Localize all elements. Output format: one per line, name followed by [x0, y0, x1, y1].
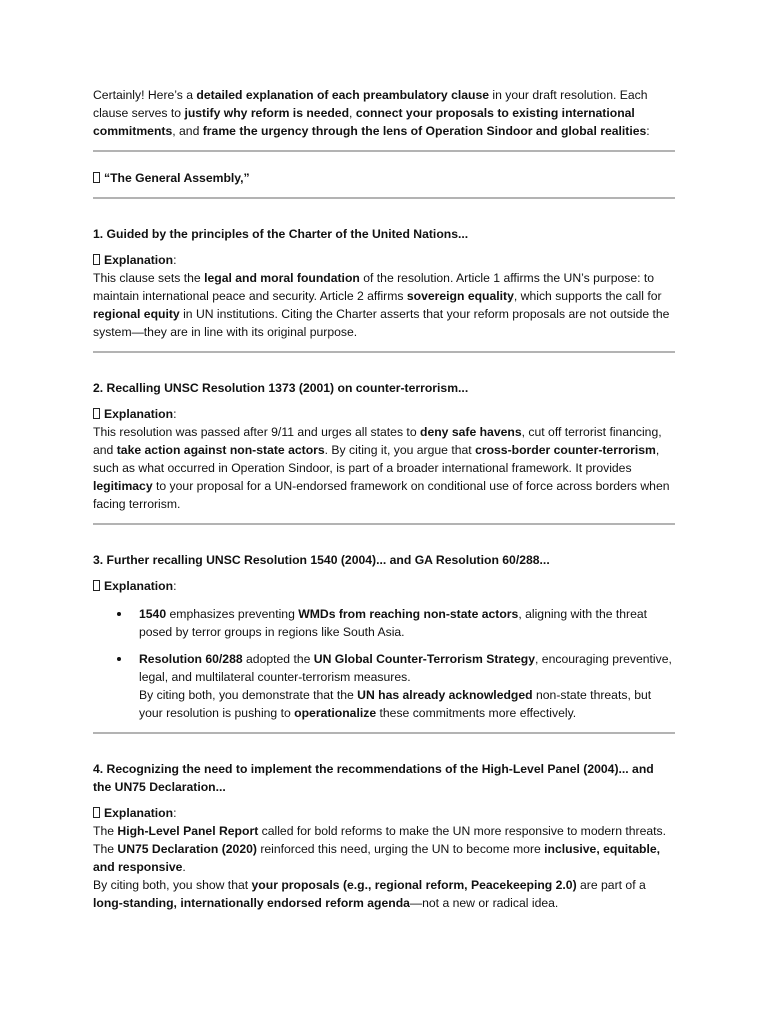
clause-4-body: The High-Level Panel Report called for bold reforms to make the UN more responsive to modern threats. The UN75 Declaration (2020) reinforced this need, urging the UN to become more inclusive, equitable, and responsive. By citing both, you show that your proposals (e.g., regional reform, Peacekeeping 2.0) are part of a long-standing, internationally endorsed reform agenda—not a new or radical idea.	[93, 824, 667, 910]
missing-glyph-icon	[93, 807, 100, 818]
clause-3-heading: 3. Further recalling UNSC Resolution 1540 (2004)... and GA Resolution 60/288...	[93, 553, 550, 567]
missing-glyph-icon	[93, 580, 100, 591]
divider	[93, 150, 675, 152]
clause-4-heading: 4. Recognizing the need to implement the recommendations of the High-Level Panel (2004)... and the UN75 Declaration...	[93, 762, 654, 794]
divider	[93, 197, 675, 199]
explanation-label: Explanation:	[93, 405, 675, 423]
opening-clause-text: “The General Assembly,”	[104, 171, 250, 185]
explanation-label: Explanation:	[93, 804, 675, 822]
explanation-label: Explanation:	[93, 251, 675, 269]
clause-1-body: This clause sets the legal and moral foundation of the resolution. Article 1 affirms the UN’s purpose: to maintain international peace and security. Article 2 affirms sovereign equality, which supports the call for regional equity in UN institutions. Citing the Charter asserts that your reform proposals are not outside the system—they are in line with its original purpose.	[93, 271, 670, 339]
divider	[93, 523, 675, 525]
missing-glyph-icon	[93, 172, 100, 183]
clause-2-body: This resolution was passed after 9/11 and urges all states to deny safe havens, cut off terrorist financing, and take action against non-state actors. By citing it, you argue that cross-border counter-terrorism, such as what occurred in Operation Sindoor, is part of a broader international framework. It provides legitimacy to your proposal for a UN-endorsed framework on conditional use of force across borders when facing terrorism.	[93, 425, 670, 511]
list-item: 1540 emphasizes preventing WMDs from reaching non-state actors, aligning with the threat posed by terror groups in regions like South Asia.	[93, 605, 675, 641]
clause-1-heading: 1. Guided by the principles of the Charter of the United Nations...	[93, 227, 469, 241]
divider	[93, 351, 675, 353]
list-item: Resolution 60/288 adopted the UN Global Counter-Terrorism Strategy, encouraging preventive, legal, and multilateral counter-terrorism measures. By citing both, you demonstrate that the UN has already acknowledged non-state threats, but your resolution is pushing to operationalize these commitments more effectively.	[93, 650, 675, 722]
opening-clause	[93, 169, 675, 187]
explanation-label: Explanation:	[93, 577, 675, 595]
intro-text-4: , and	[172, 124, 203, 138]
divider	[93, 732, 675, 734]
missing-glyph-icon	[93, 408, 100, 419]
document-page	[93, 86, 675, 912]
intro-text-1: Certainly! Here’s a	[93, 88, 197, 102]
intro-text-3: ,	[349, 106, 356, 120]
intro-bold-3: connect your proposals to existing international commitments	[93, 106, 635, 138]
clause-3-bullet-list	[93, 605, 675, 722]
bullet-icon	[117, 612, 121, 616]
intro-bold-2: justify why reform is needed	[184, 106, 350, 120]
missing-glyph-icon	[93, 254, 100, 265]
bullet-icon	[117, 657, 121, 661]
intro-text-5: :	[646, 124, 650, 138]
clause-2-heading: 2. Recalling UNSC Resolution 1373 (2001) on counter-terrorism...	[93, 381, 469, 395]
intro-bold-1: detailed explanation of each preambulatory clause	[196, 88, 490, 102]
intro-text-2: in your draft resolution. Each clause serves to	[93, 88, 648, 120]
intro-paragraph	[93, 86, 675, 140]
intro-bold-4: frame the urgency through the lens of Operation Sindoor and global realities	[202, 124, 647, 138]
